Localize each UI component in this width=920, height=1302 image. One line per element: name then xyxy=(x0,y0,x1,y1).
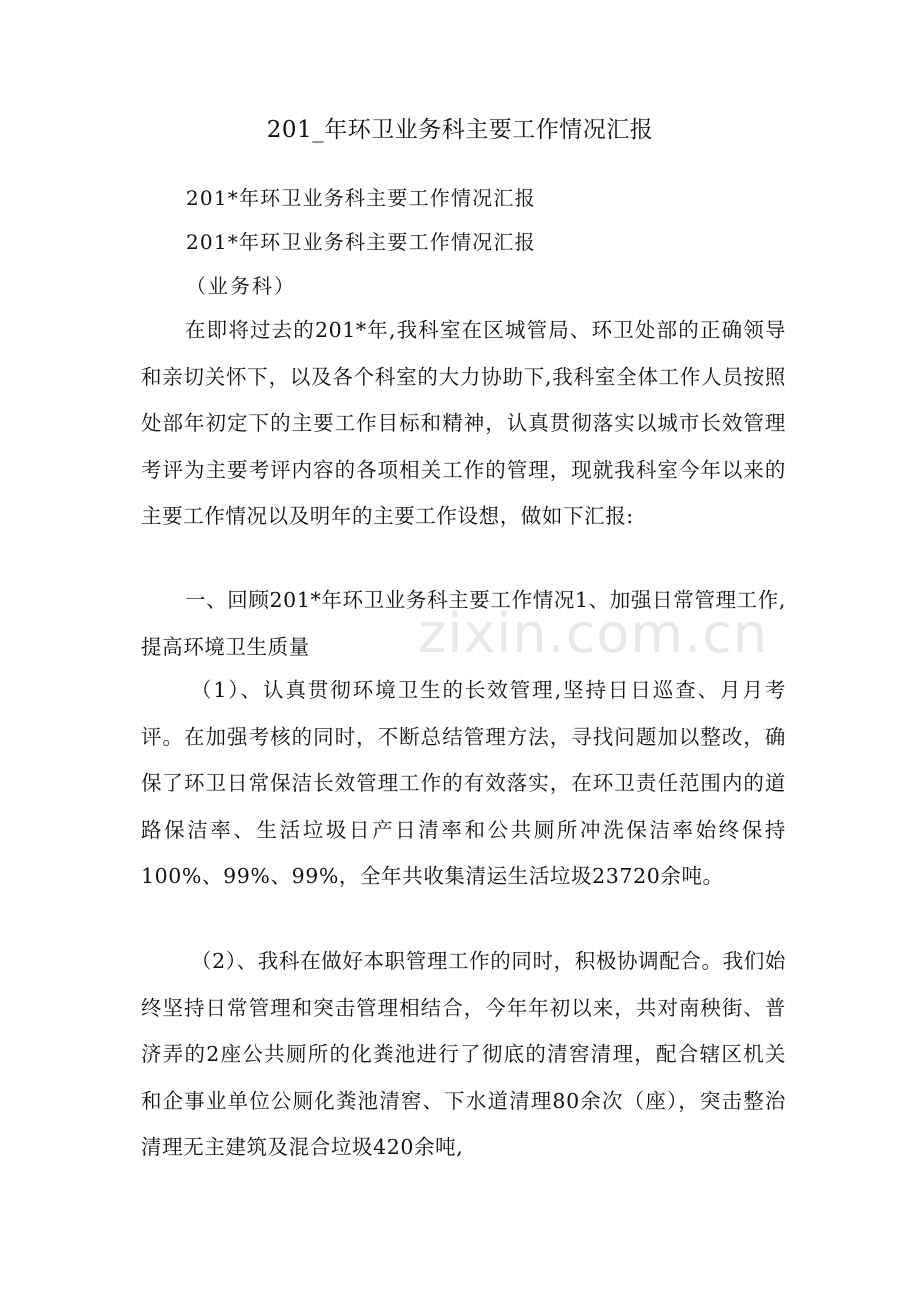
paragraph-intro: 在即将过去的201*年,我科室在区城管局、环卫处部的正确领导和亲切关怀下，以及各个科室的大力协助下,我科室全体工作人员按照处部年初定下的主要工作目标和精神，认真贯彻落实以城市长效管理考评为主要考评内容的各项相关工作的管理，现就我科室今年以来的主要工作情况以及明年的主要工作设想，做如下汇报: xyxy=(141,318,786,528)
paragraph-section-heading: 一、回顾201*年环卫业务科主要工作情况1、加强日常管理工作,提高环境卫生质量 xyxy=(141,588,786,659)
paragraph-item-2: （2）、我科在做好本职管理工作的同时，积极协调配合。我们始终坚持日常管理和突击管理相结合，今年年初以来，共对南秧街、普济弄的2座公共厕所的化粪池进行了彻底的清窖清理，配合辖区机关和企事业单位公厕化粪池清窖、下水道清理80余次（座），突击整治清理无主建筑及混合垃圾420余吨, xyxy=(141,949,786,1159)
subheading-2: 201*年环卫业务科主要工作情况汇报 xyxy=(186,230,536,254)
document-title: 201_年环卫业务科主要工作情况汇报 xyxy=(266,117,654,143)
paragraph-item-1: （1）、认真贯彻环境卫生的长效管理,坚持日日巡查、月月考评。在加强考核的同时，不断总结管理方法，寻找问题加以整改，确保了环卫日常保洁长效管理工作的有效落实，在环卫责任范围内的道路保洁率、生活垃圾日产日清率和公共厕所冲洗保洁率始终保持100%、99%、99%，全年共收集清运生活垃圾23720余吨。 xyxy=(141,678,786,888)
subheading-1: 201*年环卫业务科主要工作情况汇报 xyxy=(186,186,536,210)
watermark: zixin.com.cn xyxy=(418,602,769,665)
department-label: （业务科） xyxy=(186,274,296,298)
